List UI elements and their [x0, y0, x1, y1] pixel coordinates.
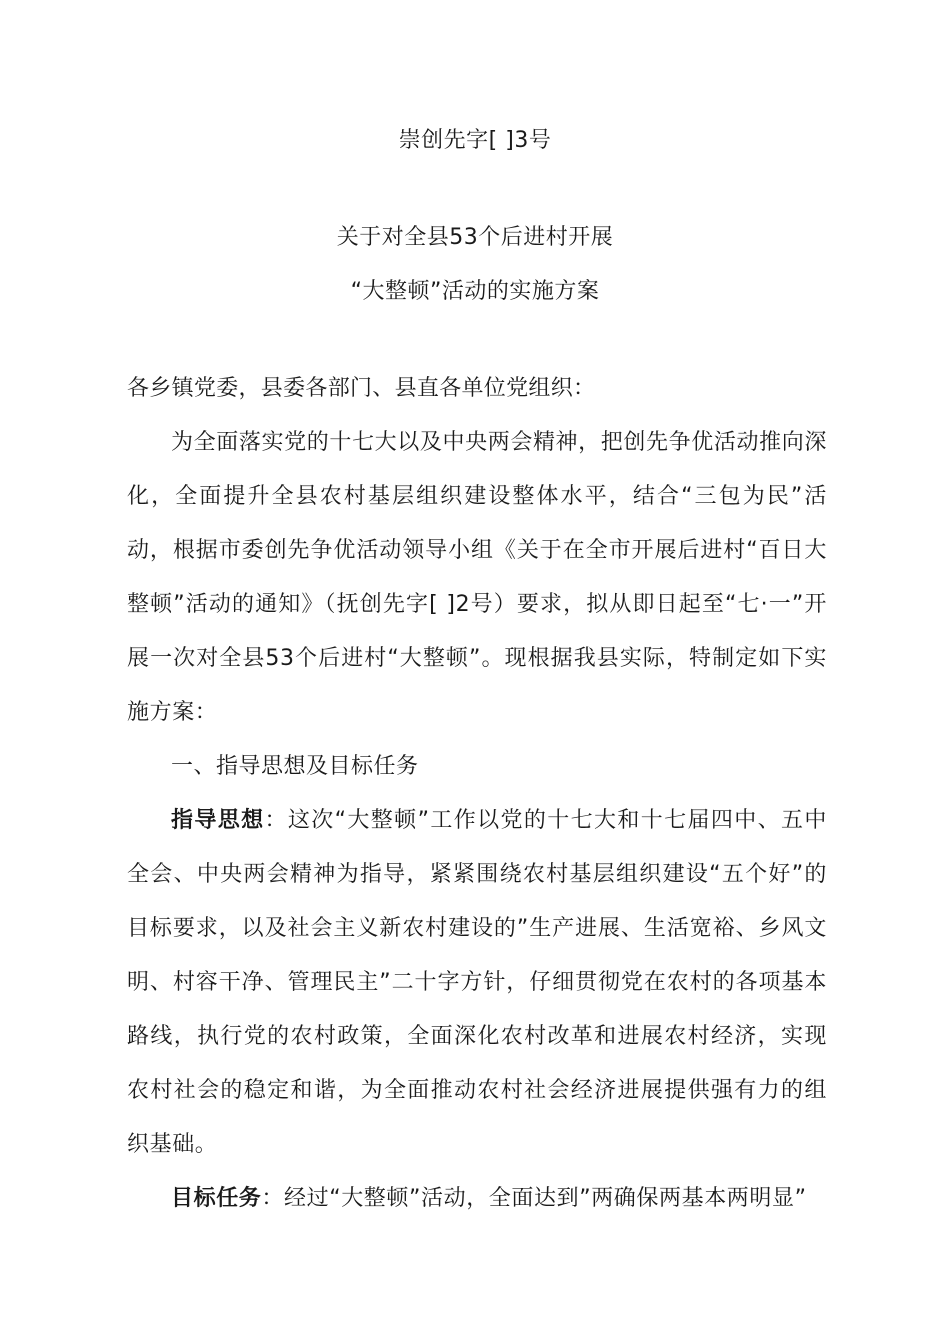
document-title-line-2: “大整顿”活动的实施方案 — [350, 279, 600, 304]
document-number: 崇创先字[ ]3号 — [398, 128, 552, 153]
target-task-text: ：经过“大整顿”活动，全面达到”两确保两基本两明显” — [261, 1186, 807, 1211]
guiding-thought-paragraph — [127, 794, 827, 1172]
document-title-line-1: 关于对全县53个后进村开展 — [336, 225, 614, 250]
intro-paragraph: 为全面落实党的十七大以及中央两会精神，把创先争优活动推向深化，全面提升全县农村基层组织建设整体水平，结合“三包为民”活动，根据市委创先争优活动领导小组《关于在全市开展后进村“百日大整顿”活动的通知》（抚创先字[ ]2号）要求，拟从即日起至“七·一”开展一次对全县53个后进村“大整顿”。现根据我县实际，特制定如下实施方案： — [127, 430, 827, 725]
guiding-thought-text: ：这次“大整顿”工作以党的十七大和十七届四中、五中全会、中央两会精神为指导，紧紧围绕农村基层组织建设“五个好”的目标要求，以及社会主义新农村建设的”生产进展、生活宽裕、乡风文明、村容干净、管理民主”二十字方针，仔细贯彻党在农村的各项基本路线，执行党的农村政策，全面深化农村改革和进展农村经济，实现农村社会的稳定和谐，为全面推动农村社会经济进展提供强有力的组织基础。 — [127, 808, 827, 1157]
section-1-heading: 一、指导思想及目标任务 — [171, 754, 419, 779]
target-task-label: 目标任务 — [171, 1186, 262, 1211]
target-task-paragraph — [127, 1172, 827, 1226]
guiding-thought-label: 指导思想 — [171, 808, 265, 833]
salutation: 各乡镇党委，县委各部门、县直各单位党组织： — [127, 376, 596, 401]
